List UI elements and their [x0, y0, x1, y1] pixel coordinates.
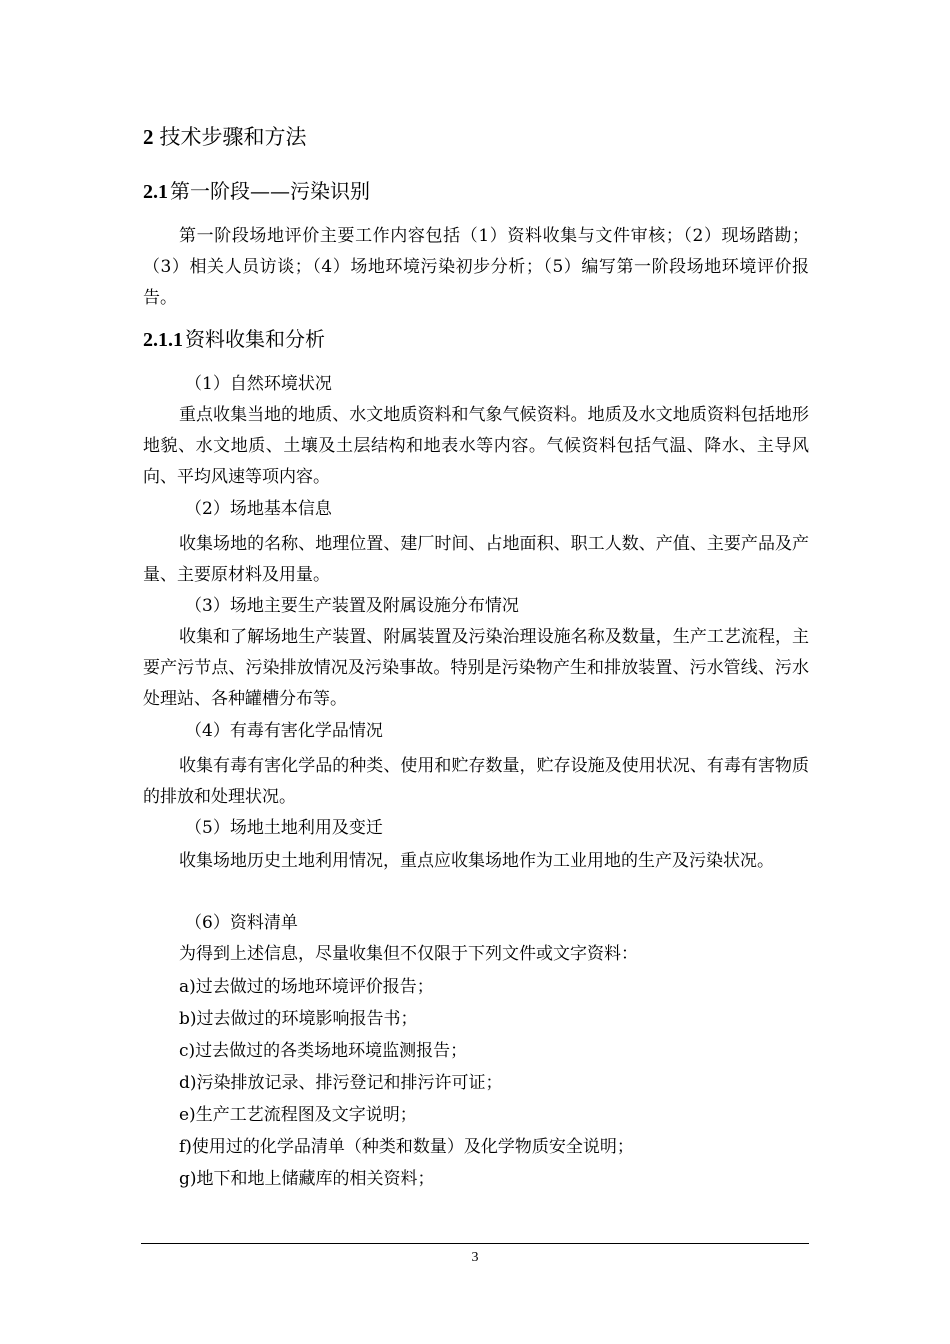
section-title: 第一阶段——污染识别: [170, 179, 370, 203]
item-label-land-use: （5）场地土地利用及变迁: [185, 818, 383, 838]
footer-divider: [141, 1243, 809, 1244]
page-number: 3: [471, 1250, 479, 1265]
section-heading-2-1: [143, 177, 370, 206]
chapter-title: 技术步骤和方法: [159, 125, 307, 149]
chapter-heading: [143, 122, 307, 152]
list-item: g)地下和地上储藏库的相关资料；: [179, 1169, 435, 1189]
item-body-hazardous-chemicals: 收集有毒有害化学品的种类、使用和贮存数量，贮存设施及使用状况、有毒有害物质的排放和处理状况。: [143, 756, 809, 807]
item-label-natural-environment: （1）自然环境状况: [185, 374, 332, 394]
item-label-hazardous-chemicals: （4）有毒有害化学品情况: [185, 721, 383, 741]
list-item: d)污染排放记录、排污登记和排污许可证；: [179, 1073, 503, 1093]
section-heading-2-1-1: [143, 325, 325, 354]
list-item: a)过去做过的场地环境评价报告；: [179, 977, 434, 997]
item-body-site-basic-info: 收集场地的名称、地理位置、建厂时间、占地面积、职工人数、产值、主要产品及产量、主要原材料及用量。: [143, 534, 809, 585]
list-intro: 为得到上述信息，尽量收集但不仅限于下列文件或文字资料：: [179, 944, 638, 964]
list-item: b)过去做过的环境影响报告书；: [179, 1009, 418, 1029]
section-number: 2.1.1: [143, 329, 183, 351]
item-body-production-facilities: 收集和了解场地生产装置、附属装置及污染治理设施名称及数量，生产工艺流程，主要产污节点、污染排放情况及污染事故。特别是污染物产生和排放装置、污水管线、污水处理站、各种罐槽分布等。: [143, 627, 809, 709]
chapter-number: 2: [143, 125, 154, 149]
item-body-land-use: 收集场地历史土地利用情况，重点应收集场地作为工业用地的生产及污染状况。: [179, 851, 774, 871]
section-title: 资料收集和分析: [185, 327, 325, 351]
item-label-production-facilities: （3）场地主要生产装置及附属设施分布情况: [185, 596, 519, 616]
item-label-document-list: （6）资料清单: [185, 913, 298, 933]
list-item: e)生产工艺流程图及文字说明；: [179, 1105, 417, 1125]
item-label-site-basic-info: （2）场地基本信息: [185, 499, 332, 519]
section-intro-paragraph: 第一阶段场地评价主要工作内容包括（1）资料收集与文件审核；（2）现场踏勘；（3）相关人员访谈；（4）场地环境污染初步分析；（5）编写第一阶段场地环境评价报告。: [143, 226, 809, 308]
item-body-natural-environment: 重点收集当地的地质、水文地质资料和气象气候资料。地质及水文地质资料包括地形地貌、水文地质、土壤及土层结构和地表水等内容。气候资料包括气温、降水、主导风向、平均风速等项内容。: [143, 405, 809, 487]
list-item: f)使用过的化学品清单（种类和数量）及化学物质安全说明；: [179, 1137, 634, 1157]
section-number: 2.1: [143, 181, 168, 203]
list-item: c)过去做过的各类场地环境监测报告；: [179, 1041, 468, 1061]
